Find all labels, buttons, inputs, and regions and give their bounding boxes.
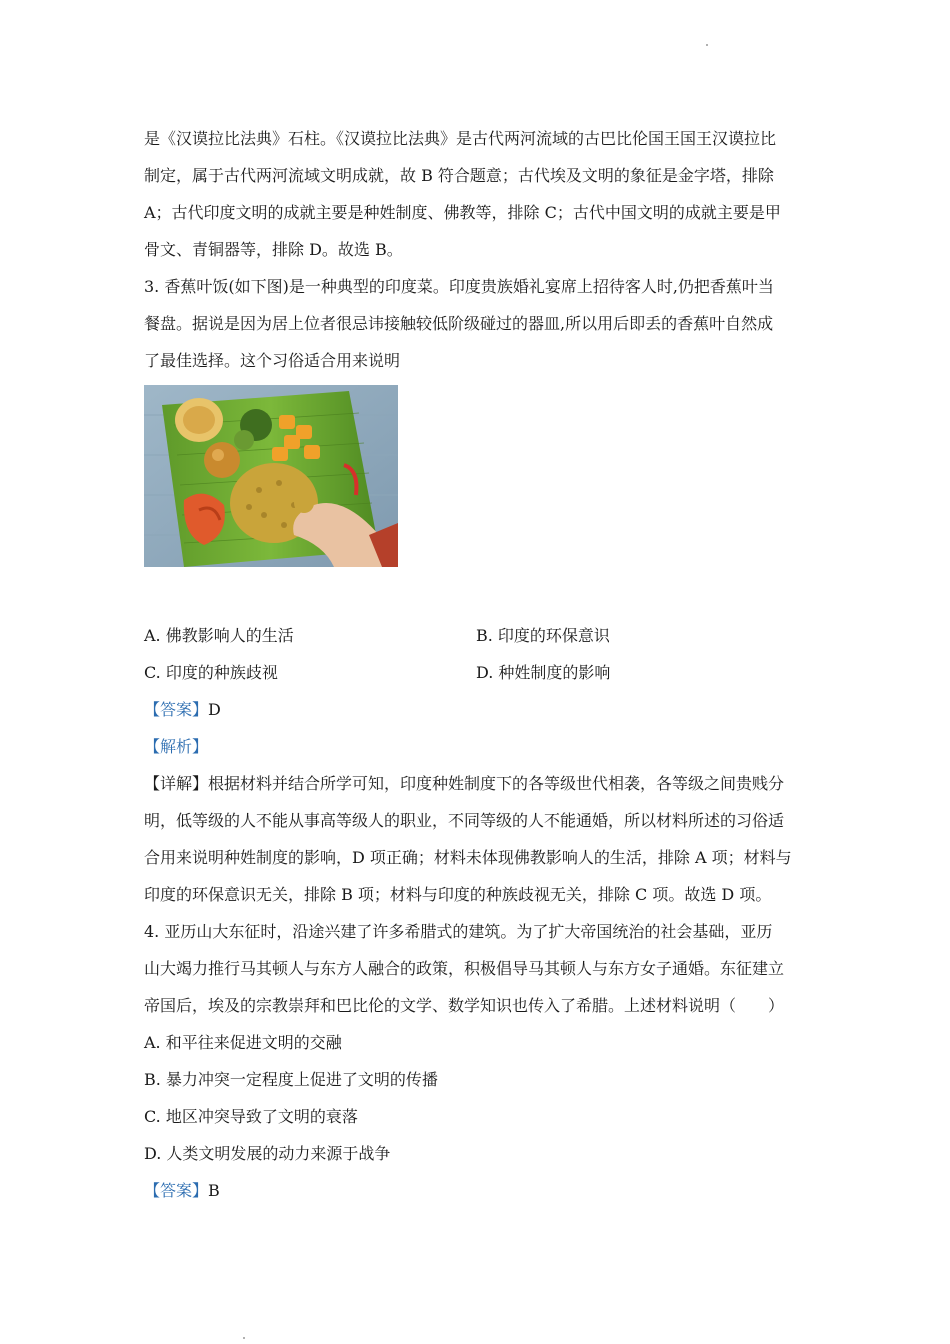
- answer-tag: 【答案】: [144, 700, 209, 719]
- q4-answer: [144, 1172, 808, 1209]
- q3-option-b: B. 印度的环保意识: [476, 626, 610, 645]
- decoration-dot-top: [706, 44, 708, 46]
- q4-option-c: C. 地区冲突导致了文明的衰落: [144, 1107, 358, 1126]
- q3-stem-line: 餐盘。据说是因为居上位者很忌讳接触较低阶级碰过的器皿,所以用后即丢的香蕉叶自然成: [144, 314, 774, 333]
- continuation-line: 是《汉谟拉比法典》石柱。《汉谟拉比法典》是古代两河流域的古巴比伦国王国王汉谟拉比: [144, 129, 777, 148]
- answer-value: D: [208, 700, 221, 719]
- q3-analysis: [144, 728, 808, 765]
- detail-text: 根据材料并结合所学可知，印度种姓制度下的各等级世代相袭，各等级之间贵贱分: [208, 774, 785, 793]
- q3-stem-line: 3. 香蕉叶饭(如下图)是一种典型的印度菜。印度贵族婚礼宴席上招待客人时,仍把香蕉叶当: [144, 277, 774, 296]
- continuation-line: A；古代印度文明的成就主要是种姓制度、佛教等，排除 C；古代中国文明的成就主要是甲: [144, 203, 781, 222]
- analysis-tag: 【解析】: [144, 737, 209, 756]
- q4-stem-line: 山大竭力推行马其顿人与东方人融合的政策，积极倡导马其顿人与东方女子通婚。东征建立: [144, 959, 785, 978]
- decoration-dot-bottom: [243, 1337, 245, 1339]
- q3-detail-line: [144, 765, 808, 802]
- document-page: [144, 120, 808, 1209]
- q3-answer: [144, 691, 808, 728]
- q4-option-a: A. 和平往来促进文明的交融: [144, 1033, 342, 1052]
- q3-option-d: D. 种姓制度的影响: [476, 663, 611, 682]
- q3-options-row-2: [144, 654, 808, 691]
- continuation-line: 骨文、青铜器等，排除 D。故选 B。: [144, 240, 403, 259]
- q3-detail-line: 印度的环保意识无关，排除 B 项；材料与印度的种族歧视无关，排除 C 项。故选 D 项。: [144, 885, 772, 904]
- banana-leaf-rice-image: [144, 385, 398, 567]
- answer-tag: 【答案】: [144, 1181, 209, 1200]
- q4-option-b: B. 暴力冲突一定程度上促进了文明的传播: [144, 1070, 438, 1089]
- q3-option-c: C. 印度的种族歧视: [144, 663, 278, 682]
- continuation-line: 制定，属于古代两河流域文明成就，故 B 符合题意；古代埃及文明的象征是金字塔，排除: [144, 166, 774, 185]
- q3-detail-line: 合用来说明种姓制度的影响，D 项正确；材料未体现佛教影响人的生活，排除 A 项；材料与: [144, 848, 792, 867]
- answer-value: B: [208, 1181, 220, 1200]
- detail-tag: 【详解】: [144, 774, 209, 793]
- q4-option-d: D. 人类文明发展的动力来源于战争: [144, 1144, 391, 1163]
- q3-option-a: A. 佛教影响人的生活: [144, 626, 294, 645]
- q3-detail-line: 明，低等级的人不能从事高等级人的职业，不同等级的人不能通婚，所以材料所述的习俗适: [144, 811, 785, 830]
- q3-options-row-1: [144, 617, 808, 654]
- q4-stem-line: 帝国后，埃及的宗教崇拜和巴比伦的文学、数学知识也传入了希腊。上述材料说明（ ）: [144, 996, 785, 1015]
- q4-stem-line: 4. 亚历山大东征时，沿途兴建了许多希腊式的建筑。为了扩大帝国统治的社会基础，亚历: [144, 922, 773, 941]
- q3-stem-line: 了最佳选择。这个习俗适合用来说明: [144, 351, 401, 370]
